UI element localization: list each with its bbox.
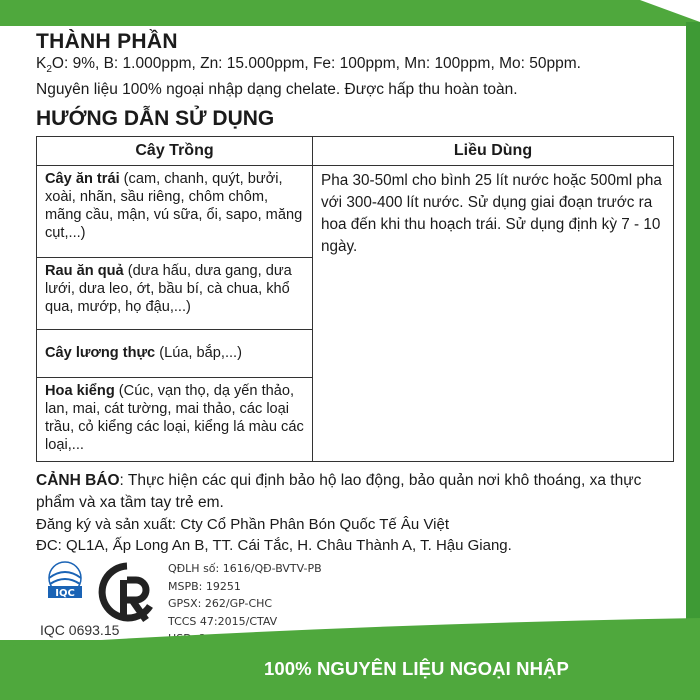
- ingredients-line-1: $K_2O$: 9%, B: 1.000ppm, Zn: 15.000ppm, Fe: 100ppm, Mn: 100ppm, Mo: 50ppm.: [36, 55, 581, 76]
- footer-wave: [0, 618, 700, 658]
- svg-text:IQC: IQC: [55, 588, 75, 599]
- cr-certification-icon: [98, 562, 156, 626]
- ingredients-line-2: Nguyên liệu 100% ngoại nhập dạng chelate. Được hấp thu hoàn toàn.: [36, 81, 518, 99]
- manufacturer-line: Đăng ký và sản xuất: Cty Cổ Phần Phân Bón Quốc Tế Âu Việt: [36, 516, 450, 534]
- registration-line: QĐLH số: 1616/QĐ-BVTV-PB: [168, 562, 322, 575]
- warning-text: CẢNH BÁO: Thực hiện các qui định bảo hộ lao động, bảo quản nơi khô thoáng, xa thực phẩm và xa tầm tay trẻ em.: [36, 472, 642, 512]
- iqc-logo-icon: [36, 560, 94, 604]
- crop-cell: Cây lương thực (Lúa, bắp,...): [37, 330, 313, 378]
- crop-column-header: Cây Trồng: [37, 137, 313, 166]
- dose-cell: Pha 30-50ml cho bình 25 lít nước hoặc 500ml pha với 300-400 lít nước. Sử dụng giai đoạn trước ra hoa đến khi thu hoạch trái. Sử dụng định kỳ 7 - 10 ngày.: [313, 166, 674, 462]
- iqc-code: IQC 0693.15: [40, 622, 120, 638]
- right-green-strip: [686, 22, 700, 640]
- usage-table: [36, 136, 674, 462]
- label-content: [36, 30, 676, 556]
- table-header-row: [37, 137, 674, 166]
- registration-line: TCCS 47:2015/CTAV: [168, 614, 278, 628]
- crop-cell: Hoa kiểng (Cúc, vạn thọ, dạ yến thảo, lan, mai, cát tường, mai thảo, các loại trầu, cỏ kiểng các loại, kiểng lá màu các loại,...: [37, 378, 313, 462]
- usage-title: HƯỚNG DẪN SỬ DỤNG: [36, 107, 275, 131]
- top-green-band: [0, 0, 700, 26]
- registration-line: MSPB: 19251: [168, 579, 241, 593]
- footer-slogan: 100% NGUYÊN LIỆU NGOẠI NHẬP: [264, 658, 569, 679]
- address-line: ĐC: QL1A, Ấp Long An B, TT. Cái Tắc, H. Châu Thành A, T. Hậu Giang.: [36, 537, 512, 555]
- registration-line: GPSX: 262/GP-CHC: [168, 597, 273, 611]
- crop-cell: Rau ăn quả (dưa hấu, dưa gang, dưa lưới, dưa leo, ớt, bầu bí, cà chua, khổ qua, mướp, họ đậu,...): [37, 258, 313, 330]
- table-row: [37, 166, 674, 258]
- ingredients-title: THÀNH PHẦN: [36, 30, 178, 53]
- dose-column-header: Liều Dùng: [313, 137, 674, 166]
- crop-cell: Cây ăn trái (cam, chanh, quýt, bưởi, xoài, nhãn, sầu riêng, chôm chôm, mãng cầu, mận, vú sữa, ổi, sapo, măng cụt,...): [37, 166, 313, 258]
